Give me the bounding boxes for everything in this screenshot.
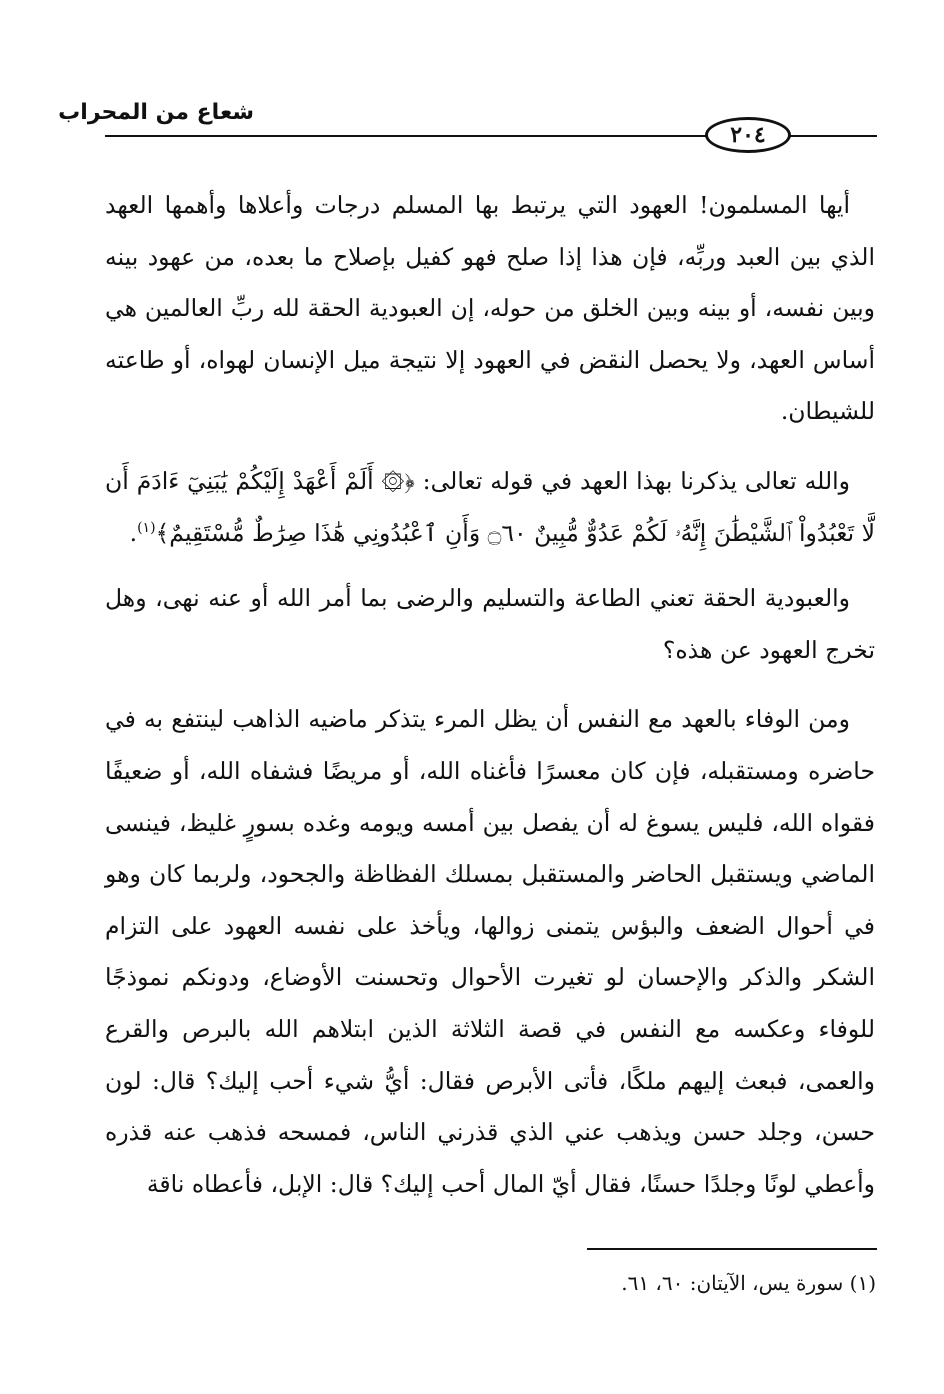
paragraph-3: والعبودية الحقة تعني الطاعة والتسليم والرضى بما أمر الله أو عنه نهى، وهل تخرج العهود عن هذه؟	[105, 584, 875, 664]
paragraph-2	[105, 456, 875, 559]
paragraph-1: أيها المسلمون! العهود التي يرتبط بها المسلم درجات وأعلاها وأهمها العهد الذي بين العبد وربِّه، فإن هذا إذا صلح فهو كفيل بإصلاح ما بعده، من عهود بينه وبين نفسه، أو بينه وبين الخلق من حوله، إن العبودية الحقة لله ربِّ العالمين هي أساس العهد، ولا يحصل النقض في العهود إلا نتيجة ميل الإنسان لهواه، أو طاعته للشيطان.	[105, 191, 875, 426]
footnote: (١) سورة يس، الآيتان: ٦٠، ٦١.	[621, 1271, 876, 1295]
paragraph-4: ومن الوفاء بالعهد مع النفس أن يظل المرء يتذكر ماضيه الذاهب لينتفع به في حاضره ومستقبله، فإن كان معسرًا فأغناه الله، أو مريضًا فشفاه الله، أو ضعيفًا فقواه الله، فليس يسوغ له أن يفصل بين أمسه ويومه وغده بسورٍ غليظ، فينسى الماضي ويستقبل الحاضر والمستقبل بمسلك الفظاظة والجحود، ولربما كان وهو في أحوال الضعف والبؤس يتمنى زوالها، ويأخذ على نفسه العهود على التزام الشكر والذكر والإحسان لو تغيرت الأحوال وتحسنت الأوضاع، ودونكم نموذجًا للوفاء وعكسه مع النفس في قصة الثلاثة الذين ابتلاهم الله بالبرص والقرع والعمى، فبعث إليهم ملكًا، فأتى الأبرص فقال: أيُّ شيء أحب إليك؟ قال: لون حسن، وجلد حسن ويذهب عني الذي قذرني الناس، فمسحه فذهب عنه قذره وأعطي لونًا وجلدًا حسنًا، فقال أيّ المال أحب إليك؟ قال: الإبل، فأعطاه ناقة	[105, 705, 875, 1198]
paragraph-2-end: .	[129, 518, 138, 547]
body-text	[105, 180, 875, 1228]
footnote-reference[interactable]: (١)	[137, 519, 156, 536]
page-number: ٢٠٤	[705, 117, 791, 153]
quran-verse: ﴿۞ أَلَمْ أَعْهَدْ إِلَيْكُمْ يَٰبَنِيٓ ءَادَمَ أَن لَّا تَعْبُدُواْ ٱلشَّيْطَٰنَ إِنَّهُۥ لَكُمْ عَدُوٌّ مُّبِينٌ ۝٦٠ وَأَنِ ٱعْبُدُونِي هَٰذَا صِرَٰطٌ مُّسْتَقِيمٌ﴾	[105, 466, 875, 547]
running-title: شعاع من المحراب	[58, 100, 254, 125]
paragraph-2-intro: والله تعالى يذكرنا بهذا العهد في قوله تعالى:	[414, 466, 850, 495]
footnote-rule	[587, 1248, 877, 1250]
